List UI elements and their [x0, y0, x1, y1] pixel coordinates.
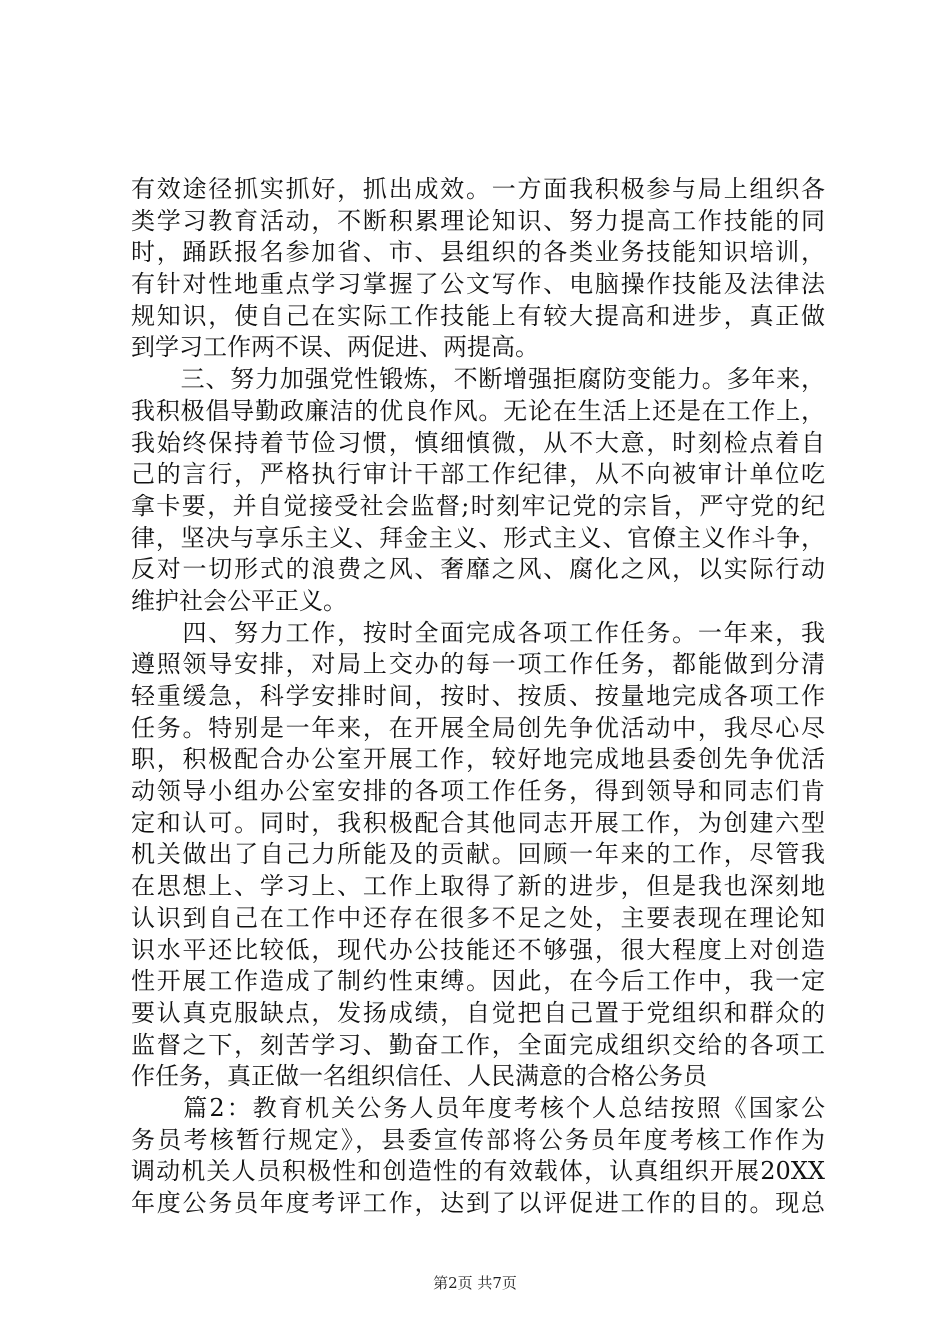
text-line: 轻重缓急，科学安排时间，按时、按质、按量地完成各项工作	[131, 682, 825, 710]
text-line: 任务。特别是一年来，在开展全局创先争优活动中，我尽心尽	[131, 713, 825, 742]
text-line: 我积极倡导勤政廉洁的优良作风。无论在生活上还是在工作上，	[131, 396, 825, 425]
text-line: 认识到自己在工作中还存在很多不足之处，主要表现在理论知	[131, 903, 825, 932]
text-line: 动领导小组办公室安排的各项工作任务，得到领导和同志们肯	[131, 777, 825, 806]
text-line: 要认真克服缺点，发扬成绩，自觉把自己置于党组织和群众的	[131, 998, 825, 1027]
text-line: 性开展工作造成了制约性束缚。因此，在今后工作中，我一定	[131, 967, 825, 996]
text-line: 识水平还比较低，现代办公技能还不够强，很大程度上对创造	[131, 935, 825, 964]
text-line: 类学习教育活动，不断积累理论知识、努力提高工作技能的同	[131, 206, 825, 235]
text-line: 反对一切形式的浪费之风、奢靡之风、腐化之风，以实际行动	[131, 555, 825, 584]
text-line: 己的言行，严格执行审计干部工作纪律，从不向被审计单位吃	[131, 460, 825, 489]
text-line: 维护社会公平正义。	[131, 586, 347, 615]
text-line: 到学习工作两不误、两促进、两提高。	[131, 333, 539, 362]
text-line: 机关做出了自己力所能及的贡献。回顾一年来的工作，尽管我	[131, 840, 825, 869]
document-body	[131, 174, 825, 1220]
text-line: 有针对性地重点学习掌握了公文写作、电脑操作技能及法律法	[131, 270, 825, 299]
text-line: 职，积极配合办公室开展工作，较好地完成地县委创先争优活	[131, 745, 825, 774]
text-line: 年度公务员年度考评工作，达到了以评促进工作的目的。现总	[131, 1189, 825, 1217]
text-line: 篇2：教育机关公务人员年度考核个人总结按照《国家公	[131, 1093, 825, 1122]
text-line: 我始终保持着节俭习惯，慎细慎微，从不大意，时刻检点着自	[131, 428, 825, 457]
text-line: 作任务，真正做一名组织信任、人民满意的合格公务员	[131, 1062, 707, 1091]
text-line: 遵照领导安排，对局上交办的每一项工作任务，都能做到分清	[131, 650, 825, 679]
text-line: 三、努力加强党性锻炼，不断增强拒腐防变能力。多年来，	[131, 365, 825, 394]
text-line: 律，坚决与享乐主义、拜金主义、形式主义、官僚主义作斗争，	[131, 523, 825, 552]
text-line: 时，踊跃报名参加省、市、县组织的各类业务技能知识培训，	[131, 238, 825, 267]
text-line: 有效途径抓实抓好，抓出成效。一方面我积极参与局上组织各	[131, 175, 825, 203]
text-line: 定和认可。同时，我积极配合其他同志开展工作，为创建六型	[131, 808, 825, 837]
text-line: 在思想上、学习上、工作上取得了新的进步，但是我也深刻地	[131, 872, 825, 901]
text-line: 调动机关人员积极性和创造性的有效载体，认真组织开展20XX	[131, 1157, 825, 1186]
text-line: 监督之下，刻苦学习、勤奋工作，全面完成组织交给的各项工	[131, 1030, 825, 1059]
text-line: 四、努力工作，按时全面完成各项工作任务。一年来，我	[131, 618, 825, 647]
text-line: 规知识，使自己在实际工作技能上有较大提高和进步，真正做	[131, 301, 825, 330]
text-line: 务员考核暂行规定》，县委宣传部将公务员年度考核工作作为	[131, 1125, 825, 1154]
text-line: 拿卡要，并自觉接受社会监督;时刻牢记党的宗旨，严守党的纪	[131, 491, 825, 520]
page-footer: 第2页 共7页	[433, 1274, 517, 1292]
